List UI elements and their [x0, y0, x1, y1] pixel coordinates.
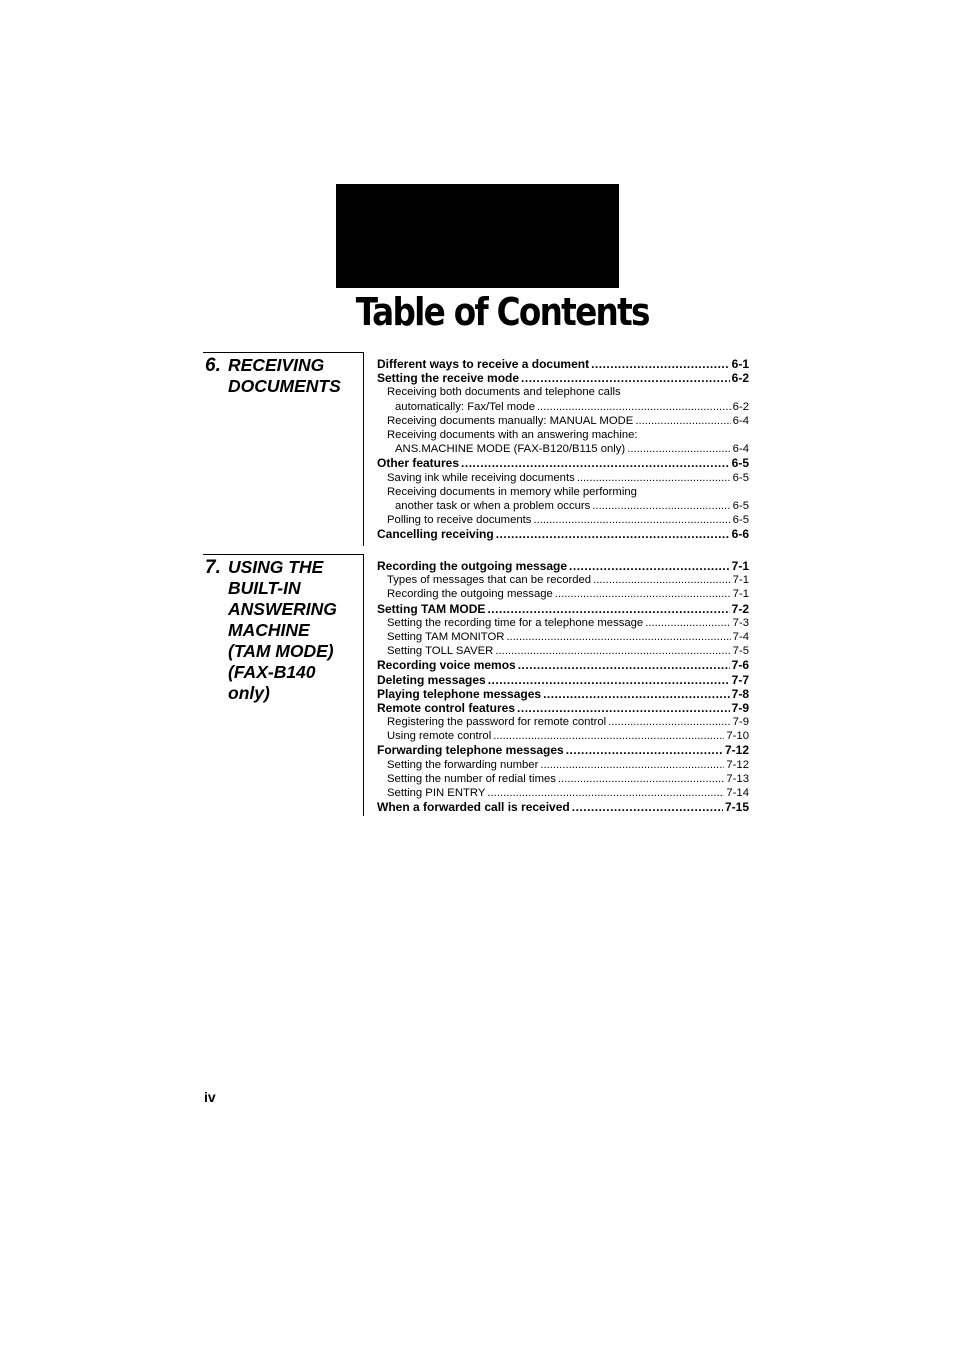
- toc-entry: [377, 673, 749, 687]
- dot-leader: [493, 729, 724, 743]
- toc-entry-page: 7-2: [731, 601, 749, 616]
- toc-entry-page: 7-15: [724, 800, 749, 815]
- toc-entry: [377, 687, 749, 701]
- toc-entry-page: 7-4: [732, 630, 749, 643]
- dot-leader: [517, 701, 730, 715]
- toc-entry: [377, 559, 749, 573]
- toc-entry-text: When a forwarded call is received: [377, 800, 570, 815]
- toc-entry-page: 7-10: [726, 730, 749, 743]
- dot-leader: [495, 644, 730, 658]
- toc-entry: [377, 414, 749, 428]
- toc-entry-page: 6-2: [732, 400, 749, 413]
- toc-entry-text: Registering the password for remote control: [387, 716, 607, 729]
- toc-entry-page: 6-4: [732, 443, 749, 456]
- toc-entry-text: Playing telephone messages: [377, 686, 542, 701]
- dot-leader: [506, 630, 730, 644]
- dot-leader: [537, 400, 731, 414]
- dot-leader: [572, 800, 723, 814]
- toc-entry: [377, 602, 749, 616]
- toc-entry-page: 6-4: [732, 414, 749, 427]
- chapter-rule: [203, 352, 364, 353]
- chapter-header-block: [336, 184, 619, 288]
- toc-entry-text: Recording voice memos: [377, 658, 516, 673]
- toc-entry-page: 7-8: [731, 686, 749, 701]
- dot-leader: [593, 573, 731, 587]
- toc-entry-text: Other features: [377, 456, 460, 471]
- toc-entry-text: Setting the recording time for a telephone message: [387, 616, 644, 629]
- toc-entry-page: 7-13: [726, 772, 749, 785]
- toc-entry-page: 7-9: [732, 716, 749, 729]
- dot-leader: [461, 456, 730, 470]
- toc-entry-text: Setting the forwarding number: [387, 758, 539, 771]
- toc-entry-text: Setting TAM MODE: [377, 601, 486, 616]
- toc-entry-text: Setting TOLL SAVER: [387, 645, 494, 658]
- toc-entry: [377, 630, 749, 644]
- dot-leader: [645, 616, 730, 630]
- dot-leader: [496, 527, 730, 541]
- toc-entry-text: Different ways to receive a document: [377, 357, 590, 371]
- toc-entry: [377, 456, 749, 470]
- page-title: Table of Contents: [355, 290, 649, 334]
- dot-leader: [627, 442, 730, 456]
- toc-list: [377, 559, 749, 814]
- toc-entry-text: Setting the receive mode: [377, 371, 520, 386]
- dot-leader: [592, 499, 730, 513]
- toc-entry-text: Polling to receive documents: [387, 514, 532, 527]
- dot-leader: [635, 414, 730, 428]
- dot-leader: [533, 513, 730, 527]
- toc-entry: [377, 743, 749, 757]
- toc-entry-page: 7-3: [732, 616, 749, 629]
- toc-entry-text: Using remote control: [387, 730, 492, 743]
- toc-entry-text: Forwarding telephone messages: [377, 743, 564, 758]
- toc-entry-page: 7-1: [732, 588, 749, 601]
- toc-entry-page: 7-5: [732, 645, 749, 658]
- toc-entry-page: 7-12: [724, 743, 749, 758]
- toc-entry: [377, 616, 749, 630]
- toc-entry-page: 6-5: [731, 456, 749, 471]
- toc-entry: [377, 371, 749, 385]
- dot-leader: [577, 471, 731, 485]
- toc-entry-text: Cancelling receiving: [377, 527, 494, 542]
- toc-entry-page: 7-6: [731, 658, 749, 673]
- dot-leader: [540, 758, 724, 772]
- toc-entry-text: Receiving both documents and telephone calls: [387, 386, 621, 399]
- toc-entry-text: ANS.MACHINE MODE (FAX-B120/B115 only): [395, 443, 626, 456]
- toc-entry: [377, 658, 749, 672]
- toc-entry-text: another task or when a problem occurs: [395, 499, 591, 512]
- toc-entry-page: 6-5: [732, 499, 749, 512]
- toc-entry-page: 7-9: [731, 700, 749, 715]
- dot-leader: [488, 673, 730, 687]
- toc-entry-text: automatically: Fax/Tel mode: [395, 400, 536, 413]
- toc-entry: [377, 573, 749, 587]
- dot-leader: [558, 772, 724, 786]
- toc-entry: [377, 644, 749, 658]
- dot-leader: [591, 357, 730, 371]
- toc-entry-text: Setting PIN ENTRY: [387, 787, 486, 799]
- toc-entry-text: Saving ink while receiving documents: [387, 471, 575, 484]
- toc-entry: [377, 758, 749, 772]
- toc-entry-text: Deleting messages: [377, 672, 486, 687]
- toc-entry-text: Recording the outgoing message: [377, 559, 568, 573]
- toc-entry: [377, 701, 749, 715]
- toc-entry: [377, 485, 749, 499]
- toc-entry-text: Recording the outgoing message: [387, 588, 553, 601]
- toc-list: [377, 357, 749, 541]
- chapter-heading: [205, 355, 361, 397]
- toc-entry-page: 7-14: [726, 787, 749, 799]
- toc-entry-page: 6-5: [732, 514, 749, 527]
- toc-entry: [377, 786, 749, 800]
- toc-entry-page: 6-1: [731, 357, 749, 371]
- toc-entry-page: 7-1: [731, 559, 749, 573]
- toc-entry: [377, 772, 749, 786]
- toc-entry-text: Remote control features: [377, 700, 516, 715]
- toc-entry-text: Types of messages that can be recorded: [387, 574, 592, 587]
- chapter-number: 7.: [205, 557, 221, 578]
- dot-leader: [487, 602, 729, 616]
- dot-leader: [569, 559, 730, 573]
- toc-entry: [377, 715, 749, 729]
- dot-leader: [608, 715, 731, 729]
- toc-entry: [377, 527, 749, 541]
- toc-entry-page: 7-7: [731, 672, 749, 687]
- toc-entry-text: Setting TAM MONITOR: [387, 630, 505, 643]
- toc-entry: [377, 428, 749, 442]
- toc-entry: [377, 471, 749, 485]
- toc-entry-page: 7-12: [726, 758, 749, 771]
- toc-entry-page: 7-1: [732, 574, 749, 587]
- toc-entry: [377, 800, 749, 814]
- chapter-heading: [205, 557, 361, 704]
- toc-entry: [377, 729, 749, 743]
- toc-entry-page: 6-2: [731, 371, 749, 386]
- toc-entry: [377, 400, 749, 414]
- chapter-title: RECEIVING DOCUMENTS: [228, 355, 341, 396]
- toc-entry-text: Receiving documents in memory while performing: [387, 485, 637, 498]
- toc-entry-text: Setting the number of redial times: [387, 772, 556, 785]
- toc-entry: [377, 385, 749, 399]
- dot-leader: [521, 371, 730, 385]
- toc-entry-page: 6-6: [731, 527, 749, 542]
- chapter-rule: [203, 554, 364, 555]
- chapter-side-rule: [363, 554, 364, 816]
- dot-leader: [555, 587, 731, 601]
- chapter-side-rule: [363, 352, 364, 546]
- page-number: iv: [204, 1089, 216, 1105]
- toc-entry-page: 6-5: [732, 471, 749, 484]
- toc-entry: [377, 513, 749, 527]
- toc-entry: [377, 499, 749, 513]
- toc-entry: [377, 442, 749, 456]
- toc-entry-text: Receiving documents with an answering machine:: [387, 428, 638, 441]
- dot-leader: [518, 658, 730, 672]
- toc-entry: [377, 357, 749, 371]
- dot-leader: [566, 743, 723, 757]
- chapter-title: USING THE BUILT-IN ANSWERING MACHINE (TAM MODE) (FAX-B140 only): [228, 557, 337, 703]
- chapter-number: 6.: [205, 355, 221, 376]
- dot-leader: [543, 687, 730, 701]
- toc-entry: [377, 587, 749, 601]
- toc-entry-text: Receiving documents manually: MANUAL MODE: [387, 414, 634, 427]
- dot-leader: [487, 786, 724, 800]
